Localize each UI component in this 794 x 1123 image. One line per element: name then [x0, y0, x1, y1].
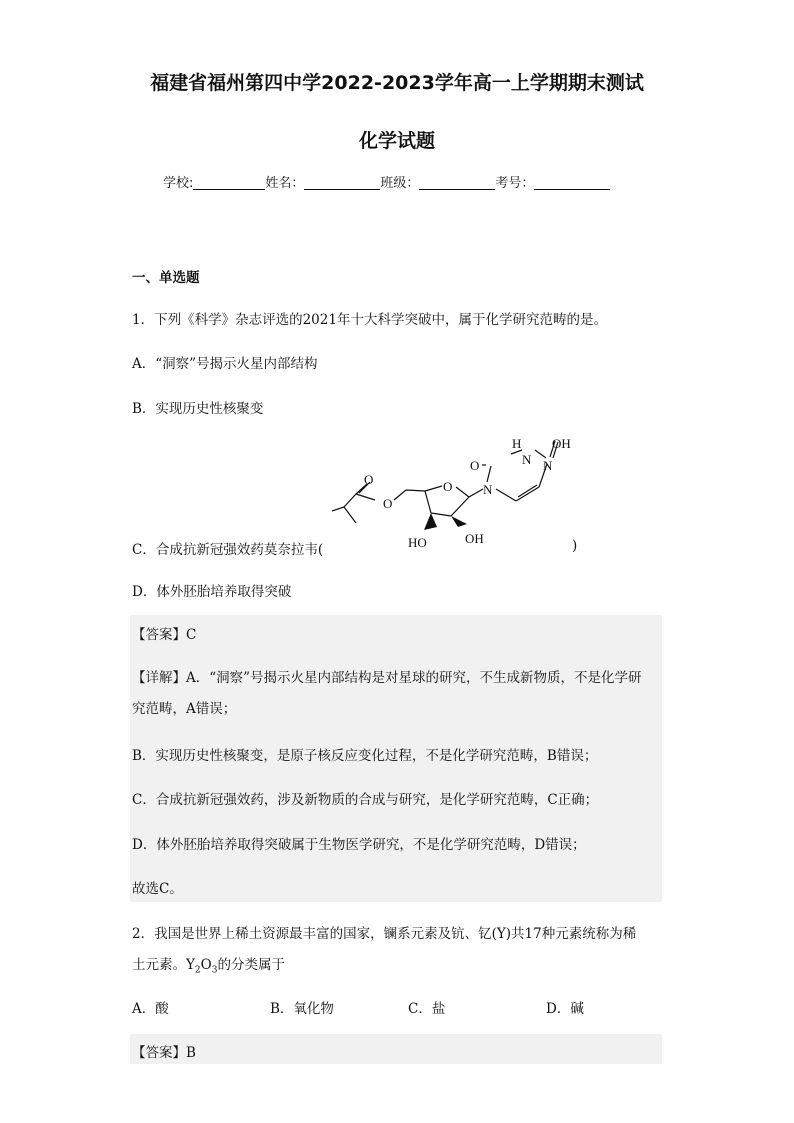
q2-sub-2: 2	[194, 965, 201, 976]
mol-oxime-n-label: N	[543, 458, 553, 473]
mol-ketone-o-label: O	[364, 472, 374, 487]
q2-option-d: D．碱	[546, 1001, 584, 1017]
q1-option-d: D．体外胚胎培养取得突破	[132, 584, 292, 600]
molecule-structure	[320, 428, 580, 553]
mol-ring-o-label: O	[443, 479, 453, 494]
exam-title: 福建省福州第四中学2022-2023学年高一上学期期末测试	[150, 72, 644, 94]
q2-answer-panel	[130, 1034, 662, 1064]
school-blank[interactable]	[193, 175, 265, 190]
q2-answer: 【答案】B	[132, 1045, 196, 1061]
q1-detail-line: 【详解】A．“洞察”号揭示火星内部结构是对星球的研究，不生成新物质，不是化学研	[132, 670, 642, 686]
section-heading: 一、单选题	[132, 270, 200, 286]
q2-options	[132, 997, 684, 1017]
class-blank[interactable]	[419, 175, 495, 190]
school-label: 学校:	[163, 176, 194, 191]
mol-ester-o-label: O	[383, 496, 393, 511]
mol-carbonyl-o-label: O	[470, 458, 480, 473]
q1-detail-line: C．合成抗新冠强效药，涉及新物质的合成与研究，是化学研究范畴，C正确；	[132, 792, 599, 808]
class-label: 班级：	[380, 176, 420, 191]
q1-option-a: A．“洞察”号揭示火星内部结构	[132, 356, 318, 372]
q1-option-c-close: )	[572, 538, 578, 554]
mol-oh-top-label: OH	[552, 436, 571, 451]
q2-option-c: C．盐	[408, 1001, 446, 1017]
q2-stem-post: 的分类属于	[217, 957, 285, 973]
q2-option-b: B．氧化物	[270, 1001, 334, 1017]
q1-stem: 1．下列《科学》杂志评选的2021年十大科学突破中，属于化学研究范畴的是。	[132, 312, 607, 328]
q1-conclusion: 故选C。	[132, 881, 183, 897]
mol-ring-n-label: N	[483, 482, 493, 497]
exam-number-label: 考号：	[495, 176, 535, 191]
q2-stem-line1: 2．我国是世界上稀土资源最丰富的国家，镧系元素及钪、钇(Y)共17种元素统称为稀	[132, 926, 637, 942]
q2-option-a: A．酸	[132, 1001, 169, 1017]
q2-sub-3: 3	[211, 965, 218, 976]
q2-stem-pre: 土元素。Y	[132, 957, 195, 973]
mol-h-label: H	[512, 436, 522, 451]
exam-subtitle: 化学试题	[358, 130, 435, 152]
student-info	[163, 172, 610, 191]
q1-detail-line: 究范畴，A错误；	[132, 701, 237, 717]
mol-oh-label: OH	[465, 531, 484, 546]
q1-option-b: B．实现历史性核聚变	[132, 401, 264, 417]
q1-option-c: C．合成抗新冠强效药莫奈拉韦(	[132, 542, 324, 558]
mol-ho-label: HO	[408, 535, 427, 550]
mol-n-top-label: N	[522, 452, 532, 467]
q1-answer: 【答案】C	[132, 627, 197, 643]
name-blank[interactable]	[304, 175, 380, 190]
q2-o-symbol: O	[200, 957, 212, 973]
q1-detail-line: B．实现历史性核聚变，是原子核反应变化过程，不是化学研究范畴，B错误；	[132, 748, 598, 764]
exam-number-blank[interactable]	[534, 175, 610, 190]
name-label: 姓名：	[265, 176, 305, 191]
q1-detail-line: D．体外胚胎培养取得突破属于生物医学研究，不是化学研究范畴，D错误；	[132, 837, 586, 853]
q2-stem-line2	[132, 953, 285, 976]
